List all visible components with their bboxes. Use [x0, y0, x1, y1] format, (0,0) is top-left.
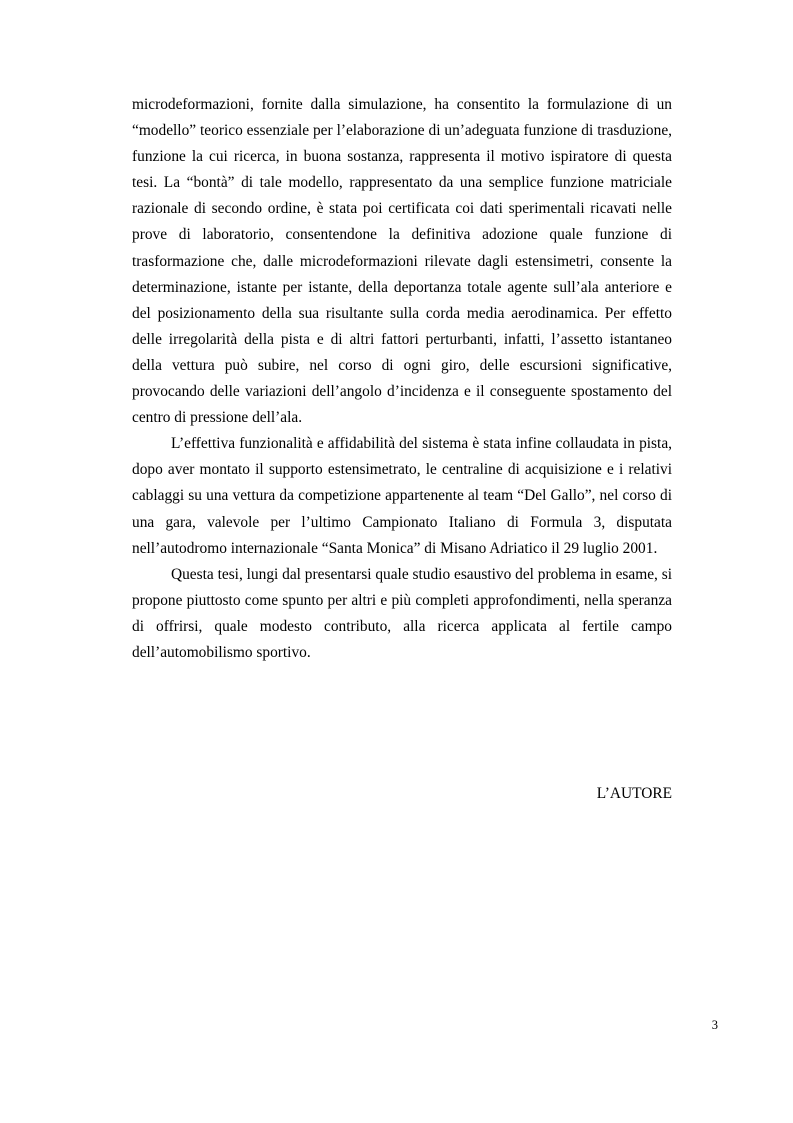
- paragraph-continuation: microdeformazioni, fornite dalla simulazione, ha consentito la formulazione di un “modello” teorico essenziale per l’elaborazione di un’adeguata funzione di trasduzione, funzione la cui ricerca, in buona sostanza, rappresenta il motivo ispiratore di questa tesi. La “bontà” di tale modello, rappresentato da una semplice funzione matriciale razionale di secondo ordine, è stata poi certificata coi dati sperimentali ricavati nelle prove di laboratorio, consentendone la definitiva adozione quale funzione di trasformazione che, dalle microdeformazioni rilevate dagli estensimetri, consente la determinazione, istante per istante, della deportanza totale agente sull’ala anteriore e del posizionamento della sua risultante sulla corda media aerodinamica. Per effetto delle irregolarità della pista e di altri fattori perturbanti, infatti, l’assetto istantaneo della vettura può subire, nel corso di ogni giro, delle escursioni significative, provocando delle variazioni dell’angolo d’incidenza e il conseguente spostamento del centro di pressione dell’ala.: [132, 96, 672, 427]
- paragraph-field-test: L’effettiva funzionalità e affidabilità del sistema è stata infine collaudata in pista, dopo aver montato il supporto estensimetrato, le centraline di acquisizione e i relativi cablaggi su una vettura da competizione appartenente al team “Del Gallo”, nel corso di una gara, valevole per l’ultimo Campionato Italiano di Formula 3, disputata nell’autodromo internazionale “Santa Monica” di Misano Adriatico il 29 luglio 2001.: [132, 435, 672, 557]
- paragraph-conclusion: Questa tesi, lungi dal presentarsi quale studio esaustivo del problema in esame, si propone piuttosto come spunto per altri e più completi approfondimenti, nella speranza di offrirsi, quale modesto contributo, alla ricerca applicata al fertile campo dell’automobilismo sportivo.: [132, 565, 672, 661]
- body-text: [132, 92, 672, 666]
- author-signature: L’AUTORE: [596, 785, 672, 802]
- page-number: 3: [711, 1018, 718, 1032]
